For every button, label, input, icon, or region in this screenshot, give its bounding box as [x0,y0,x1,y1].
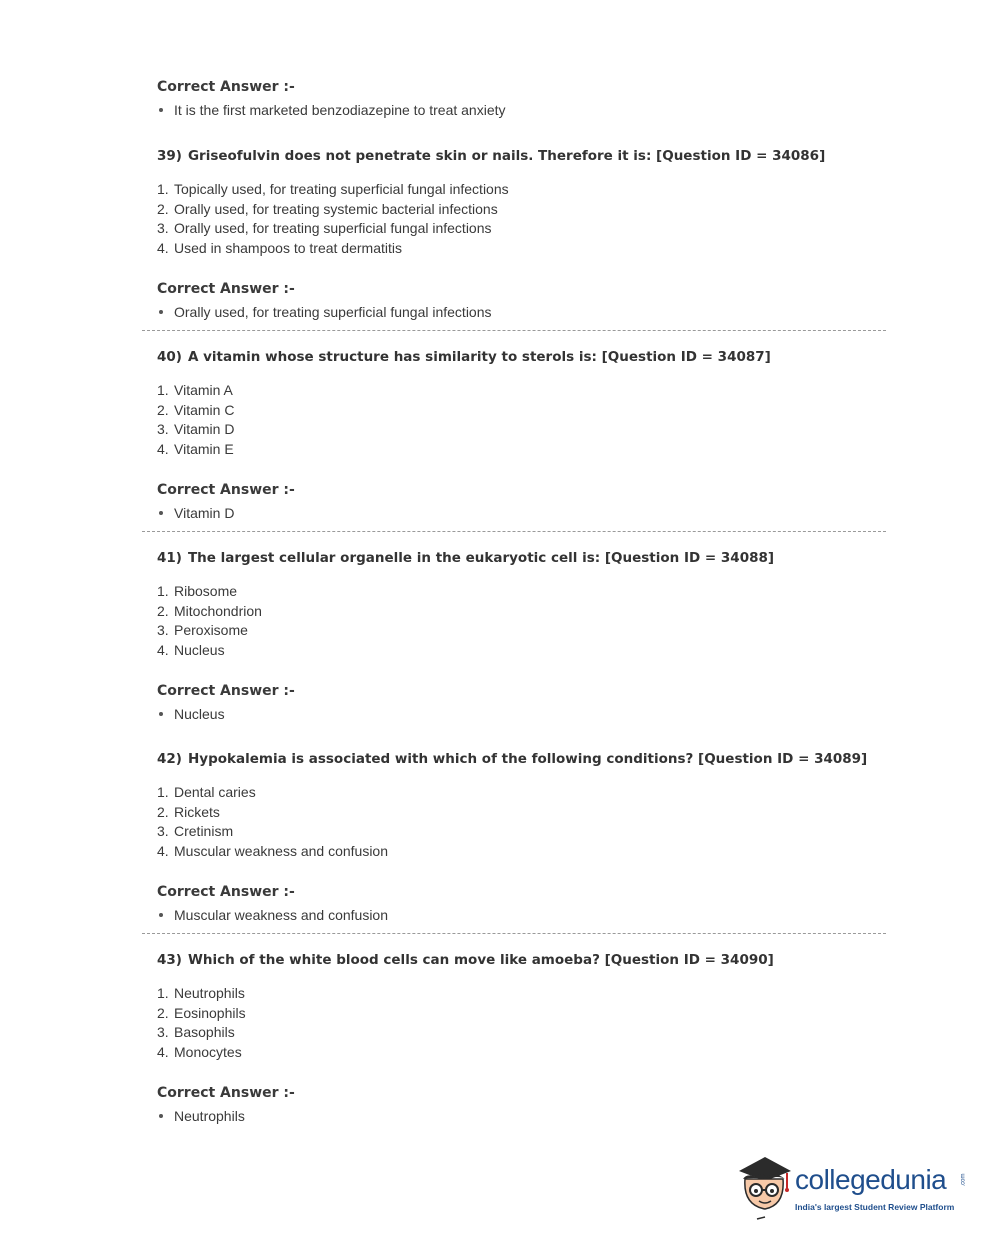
correct-answer-text: Nucleus [174,706,225,723]
correct-answer [157,503,897,523]
option-text: Used in shampoos to treat dermatitis [174,239,402,256]
answer-block-38 [157,77,897,120]
option-number: 4. [157,641,169,658]
correct-answer-label: Correct Answer :- [157,1085,295,1102]
dashed-divider [142,531,886,532]
bullet-icon [159,1114,163,1118]
question-title [157,950,897,970]
option-number: 2. [157,401,169,418]
dashed-divider [142,933,886,934]
correct-answer-text: It is the first marketed benzodiazepine to treat anxiety [174,102,506,118]
option-item [157,440,897,460]
option-text: Orally used, for treating superficial fungal infections [174,220,492,237]
option-item [157,641,897,661]
option-text: Vitamin E [174,440,234,457]
dashed-divider [142,330,886,331]
question-block-41 [157,548,897,724]
option-text: Ribosome [174,583,238,599]
option-item [157,180,897,200]
option-item [157,602,897,622]
option-item [157,984,897,1004]
correct-answer-label: Correct Answer :- [157,683,295,700]
question-text: A vitamin whose structure has similarity to sterols is: [Question ID = 34087] [187,349,771,365]
question-number: 41) [157,550,182,566]
question-title [157,347,897,367]
question-block-42 [157,749,897,925]
question-number: 43) [157,952,182,968]
option-number: 3. [157,622,169,639]
option-text: Orally used, for treating systemic bacterial infections [174,200,498,217]
correct-answer [157,905,897,925]
option-item [157,420,897,440]
question-number: 40) [157,349,182,365]
option-number: 3. [157,823,169,840]
option-item [157,1004,897,1024]
option-number: 4. [157,842,169,859]
correct-answer-label: Correct Answer :- [157,79,295,95]
option-text: Neutrophils [174,985,245,1001]
option-number: 1. [157,181,169,197]
option-item [157,842,897,862]
brand-tagline: India's largest Student Review Platform [795,1202,955,1212]
option-item [157,219,897,239]
option-text: Rickets [174,803,220,820]
bullet-icon [159,913,163,917]
options-list [157,984,897,1062]
option-text: Mitochondrion [174,602,262,619]
option-text: Basophils [174,1024,235,1041]
option-text: Eosinophils [174,1004,246,1021]
option-item [157,822,897,842]
option-number: 3. [157,1024,169,1041]
option-number: 2. [157,803,169,820]
option-text: Peroxisome [174,622,248,639]
correct-answer-text: Muscular weakness and confusion [174,907,389,924]
question-block-39 [157,146,897,322]
brand-suffix: .com [960,1173,967,1187]
mascot-icon [735,1153,795,1223]
question-number: 42) [157,751,182,767]
correct-answer-label: Correct Answer :- [157,482,295,499]
question-block-40 [157,347,897,523]
option-item [157,803,897,823]
correct-answer-label: Correct Answer :- [157,884,295,901]
correct-answer [157,704,897,724]
correct-answer [157,100,897,120]
question-title [157,749,897,769]
option-number: 4. [157,440,169,457]
correct-answer-label: Correct Answer :- [157,281,295,298]
question-text: Hypokalemia is associated with which of the following conditions? [Question ID = 34089] [187,751,868,767]
option-number: 4. [157,1043,169,1060]
question-block-43 [157,950,897,1126]
options-list [157,783,897,861]
option-text: Vitamin C [174,401,235,418]
correct-answer-text: Neutrophils [174,1108,245,1125]
bullet-icon [159,310,163,314]
options-list [157,582,897,660]
option-text: Topically used, for treating superficial fungal infections [174,181,509,197]
options-list [157,381,897,459]
question-title [157,548,897,568]
option-item [157,582,897,602]
option-number: 2. [157,1004,169,1021]
option-number: 1. [157,583,169,599]
correct-answer [157,302,897,322]
option-item [157,381,897,401]
option-number: 4. [157,239,169,256]
bullet-icon [159,511,163,515]
option-text: Monocytes [174,1043,242,1060]
option-number: 1. [157,985,169,1001]
option-item [157,621,897,641]
question-text: Which of the white blood cells can move like amoeba? [Question ID = 34090] [187,952,774,968]
collegedunia-logo[interactable] [735,1153,965,1223]
option-text: Vitamin A [174,382,233,398]
option-number: 2. [157,602,169,619]
brand-name: collegedunia [795,1164,947,1195]
option-number: 3. [157,220,169,237]
option-text: Dental caries [174,784,256,800]
options-list [157,180,897,258]
bullet-icon [159,108,163,112]
option-item [157,401,897,421]
question-text: Griseofulvin does not penetrate skin or nails. Therefore it is: [Question ID = 34086] [187,148,826,164]
option-text: Vitamin D [174,421,235,438]
correct-answer-text: Orally used, for treating superficial fungal infections [174,304,492,321]
question-title [157,146,897,166]
option-item [157,1043,897,1063]
option-item [157,200,897,220]
option-text: Cretinism [174,823,234,840]
option-item [157,783,897,803]
bullet-icon [159,712,163,716]
option-number: 2. [157,200,169,217]
question-number: 39) [157,148,182,164]
correct-answer-text: Vitamin D [174,505,235,522]
option-number: 1. [157,784,169,800]
option-item [157,1023,897,1043]
option-text: Muscular weakness and confusion [174,842,389,859]
question-text: The largest cellular organelle in the eukaryotic cell is: [Question ID = 34088] [187,550,775,566]
correct-answer [157,1106,897,1126]
option-number: 1. [157,382,169,398]
option-text: Nucleus [174,641,225,658]
option-item [157,239,897,259]
option-number: 3. [157,421,169,438]
